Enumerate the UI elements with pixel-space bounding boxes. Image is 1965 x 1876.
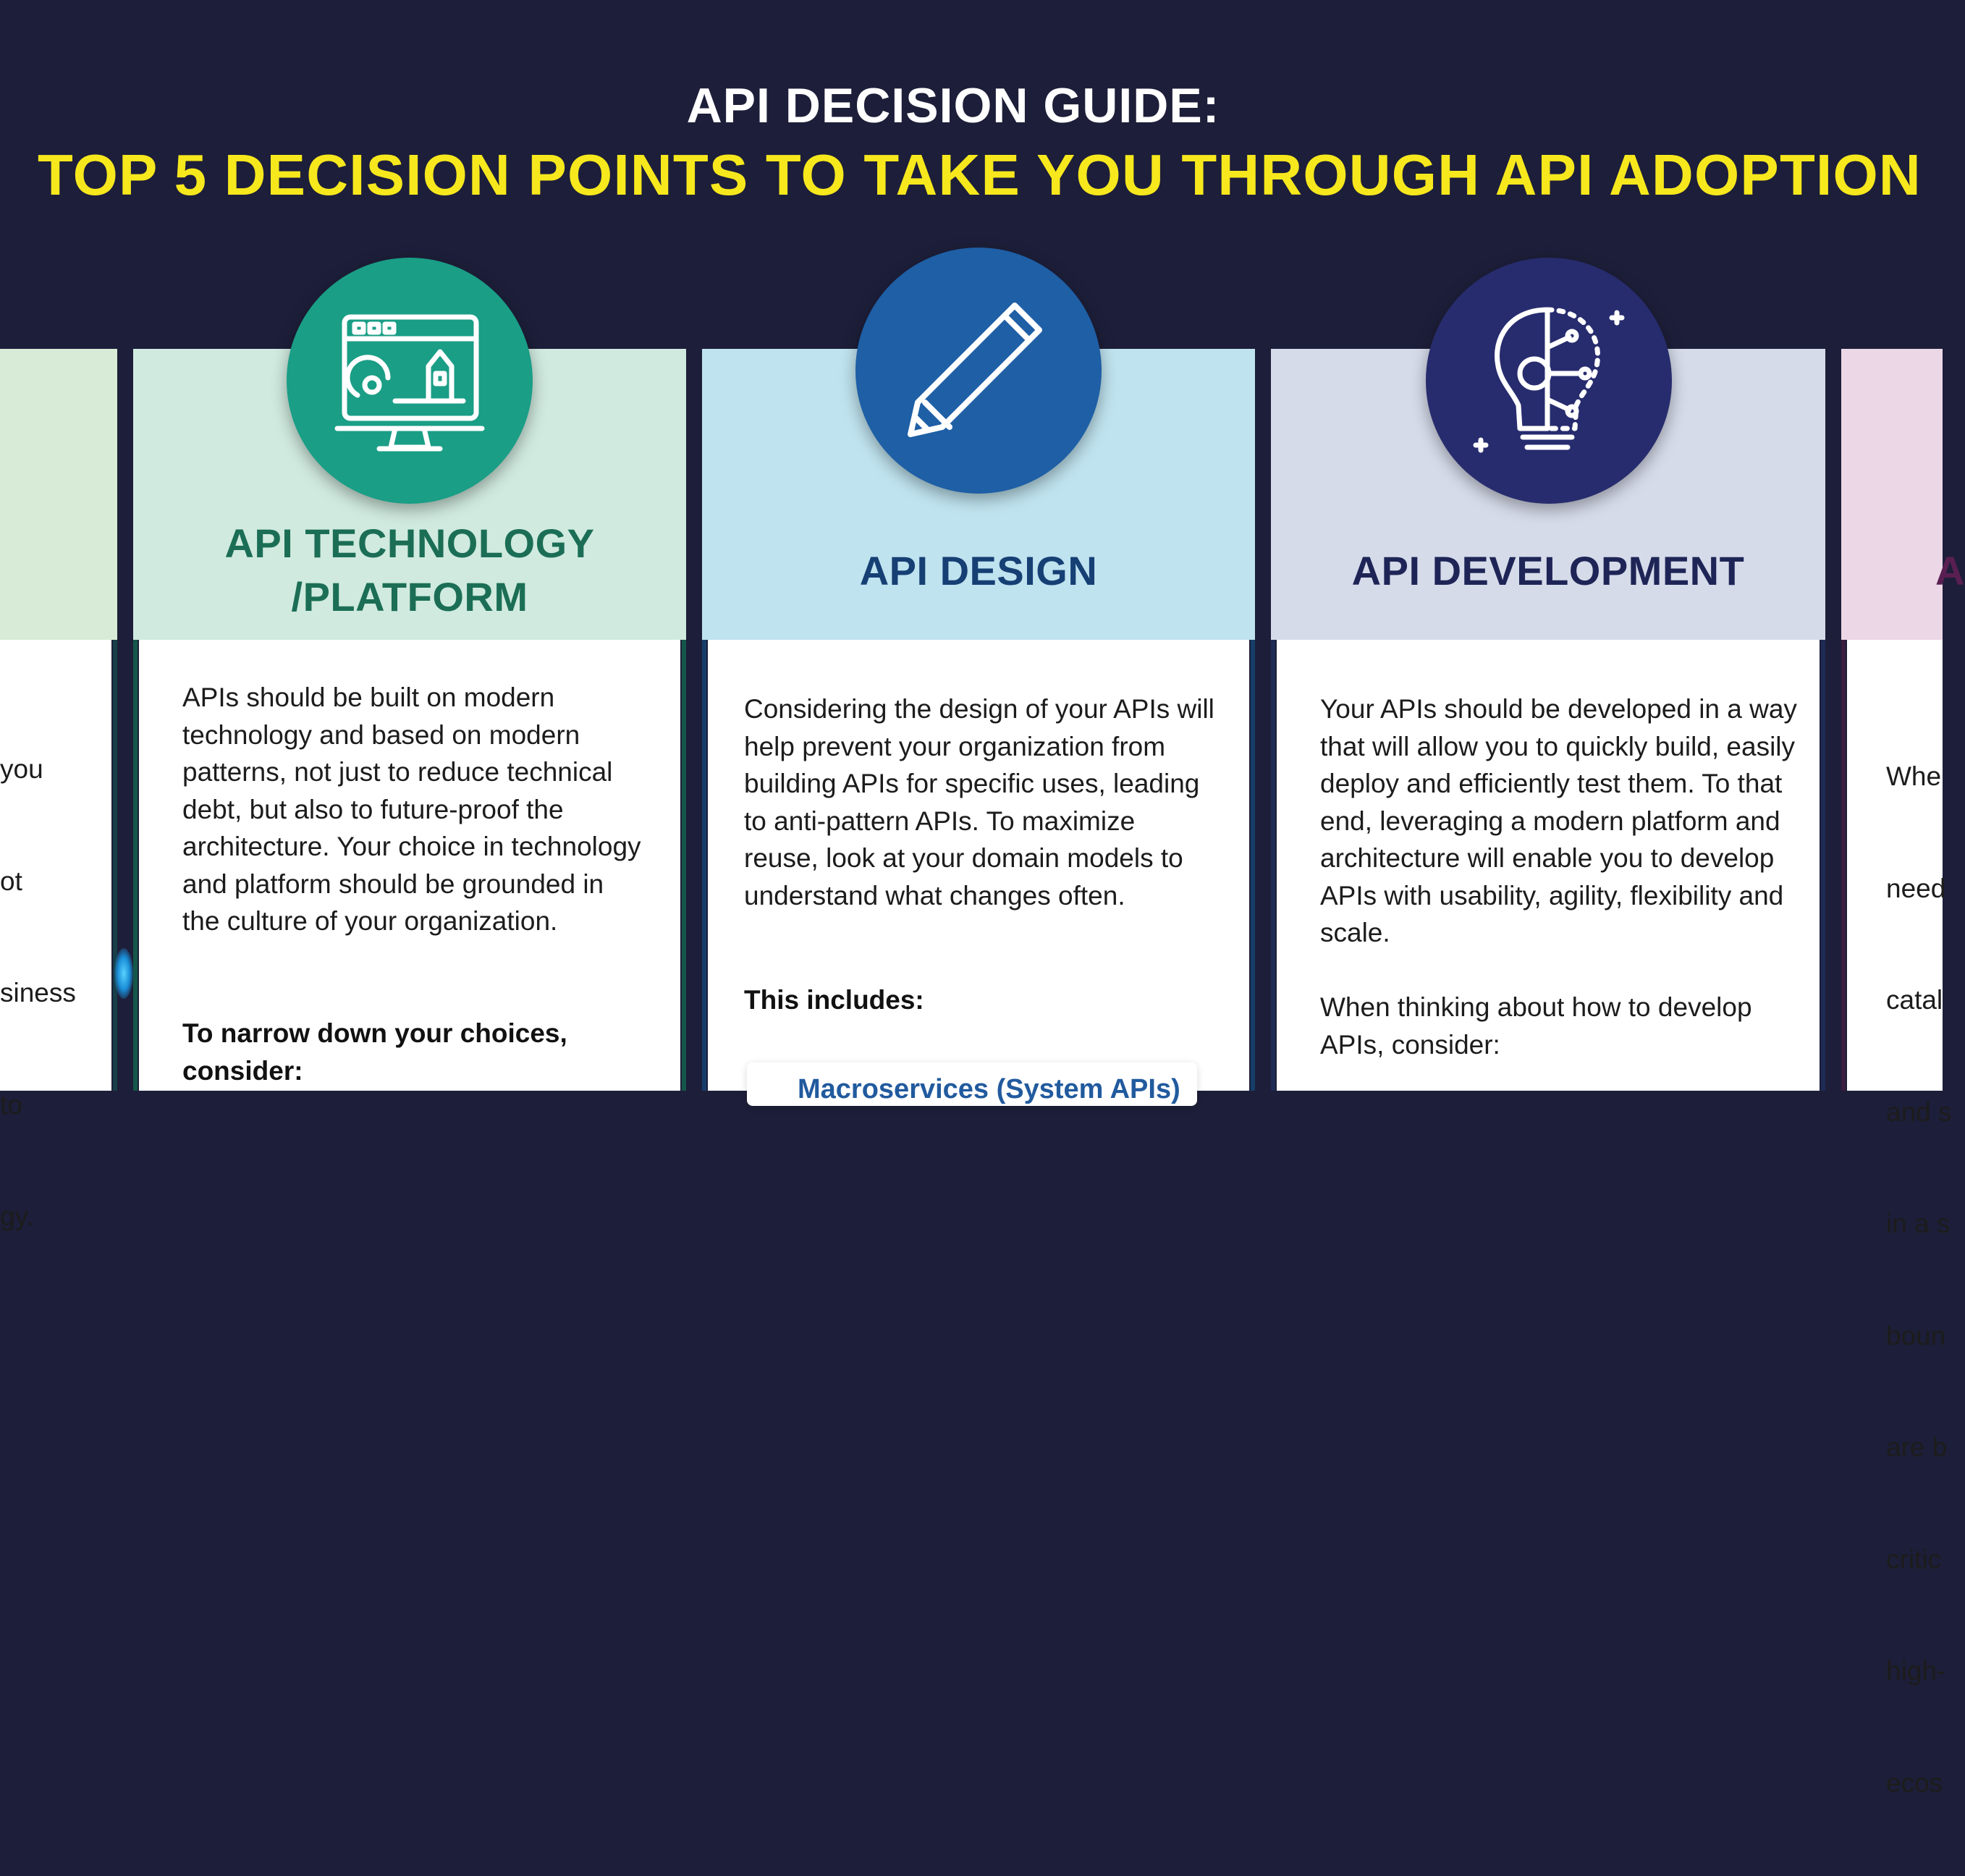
right-partial-text bbox=[1886, 683, 1952, 1876]
left-partial-text bbox=[0, 676, 109, 1310]
guide-title: API DECISION GUIDE: bbox=[686, 78, 1220, 133]
design-list-item-label: Macroservices (System APIs) bbox=[798, 1074, 1180, 1104]
right-partial-line: are b bbox=[1886, 1432, 1948, 1462]
card-title-line: API TECHNOLOGY bbox=[224, 520, 595, 566]
right-partial-card-header bbox=[1841, 349, 1943, 640]
monitor-building-icon bbox=[287, 258, 533, 504]
right-partial-line: critic bbox=[1886, 1544, 1942, 1574]
left-partial-line: gy. bbox=[0, 1201, 34, 1231]
right-partial-line: boun bbox=[1886, 1320, 1946, 1351]
right-partial-line: ecos bbox=[1886, 1767, 1943, 1798]
card-title-line: /PLATFORM bbox=[291, 574, 528, 620]
right-partial-line: Whe bbox=[1886, 761, 1942, 791]
right-partial-line: in a s bbox=[1886, 1209, 1951, 1238]
left-partial-line: you bbox=[0, 754, 43, 784]
card-body-text: APIs should be built on modern technology and based on modern patterns, not just to reduce technical debt, but also to future-proof the architecture. Your choice in technology and platform should be grounded in the culture of your organization. bbox=[182, 683, 641, 936]
glow-accent bbox=[114, 948, 133, 999]
lightbulb-circuit-icon bbox=[1426, 258, 1672, 504]
right-partial-line: and s bbox=[1886, 1097, 1952, 1127]
right-partial-line: need bbox=[1886, 873, 1946, 903]
card-title: API DEVELOPMENT bbox=[1351, 548, 1745, 593]
card-body-text: Considering the design of your APIs will help prevent your organization from building APIs for specific uses, leading to anti-pattern APIs. To maximize reuse, look at your domain models to understand what changes often. bbox=[744, 694, 1214, 910]
card-title: API DESIGN bbox=[859, 548, 1098, 593]
card-body-text-2: When thinking about how to develop APIs, consider: bbox=[1320, 992, 1752, 1060]
left-partial-line: ot bbox=[0, 866, 22, 896]
design-list-item bbox=[747, 1062, 1197, 1106]
pencil-icon bbox=[855, 248, 1102, 494]
left-partial-line: siness bbox=[0, 978, 76, 1007]
right-partial-line: high- bbox=[1886, 1656, 1946, 1686]
guide-subtitle: TOP 5 DECISION POINTS TO TAKE YOU THROUGH API ADOPTION bbox=[38, 143, 1922, 207]
left-partial-card-header bbox=[0, 349, 117, 640]
card-bold-text: This includes: bbox=[744, 985, 924, 1015]
right-partial-title: A bbox=[1935, 548, 1965, 593]
left-partial-card bbox=[0, 349, 117, 1231]
right-partial-card bbox=[1841, 349, 1965, 1798]
card-title bbox=[133, 517, 686, 624]
right-partial-line: catal bbox=[1886, 985, 1943, 1015]
card-body-text: Your APIs should be developed in a way that will allow you to quickly build, easily deploy and efficiently test them. To that end, leveraging a modern platform and architecture will enable you to develop APIs with usability, agility, flexibility and scale. bbox=[1320, 694, 1797, 947]
left-partial-line: to bbox=[0, 1089, 22, 1120]
card-bold-text: To narrow down your choices, consider: bbox=[182, 1018, 567, 1086]
